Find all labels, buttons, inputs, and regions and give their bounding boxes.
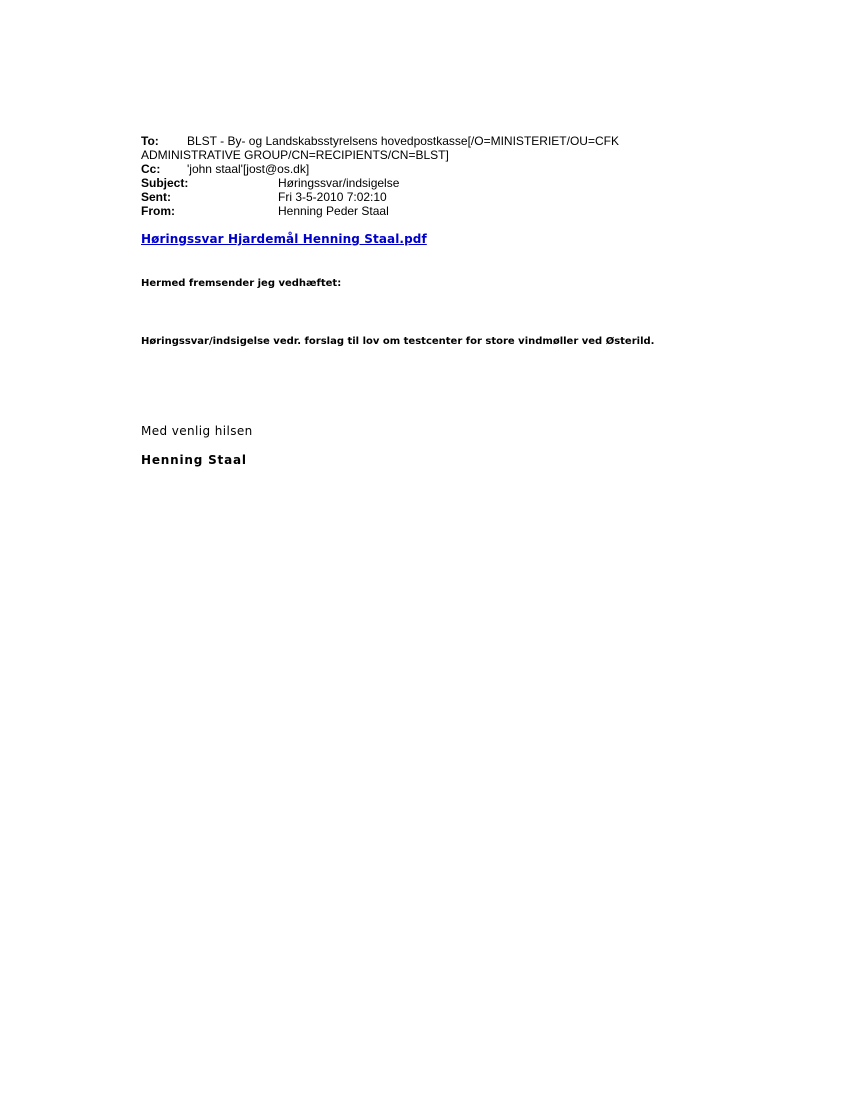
- cc-label: Cc:: [141, 162, 161, 176]
- subject-label: Subject:: [141, 176, 189, 190]
- subject-value: Høringssvar/indsigelse: [278, 176, 400, 190]
- to-row: [141, 134, 781, 148]
- from-value: Henning Peder Staal: [278, 204, 389, 218]
- attachment-link[interactable]: Høringssvar Hjardemål Henning Staal.pdf: [141, 232, 427, 246]
- sent-label: Sent:: [141, 190, 171, 204]
- sent-value: Fri 3-5-2010 7:02:10: [278, 190, 387, 204]
- cc-value: 'john staal'[jost@os.dk]: [187, 162, 310, 176]
- intro-text: Hermed fremsender jeg vedhæftet:: [141, 278, 342, 289]
- signature-name: Henning Staal: [141, 453, 247, 467]
- body-subject-text: Høringssvar/indsigelse vedr. forslag til lov om testcenter for store vindmøller ved Østerild.: [141, 336, 655, 347]
- to-label: To:: [141, 134, 159, 148]
- from-label: From:: [141, 204, 175, 218]
- email-document: [141, 134, 781, 467]
- to-value-continued: ADMINISTRATIVE GROUP/CN=RECIPIENTS/CN=BLST]: [141, 148, 449, 162]
- to-value: BLST - By- og Landskabsstyrelsens hovedpostkasse[/O=MINISTERIET/OU=CFK: [187, 134, 619, 148]
- cc-row: [141, 162, 781, 176]
- subject-row: [141, 176, 781, 190]
- closing-greeting: Med venlig hilsen: [141, 424, 253, 438]
- sent-row: [141, 190, 781, 204]
- to-row-continued: [141, 148, 781, 162]
- from-row: [141, 204, 781, 218]
